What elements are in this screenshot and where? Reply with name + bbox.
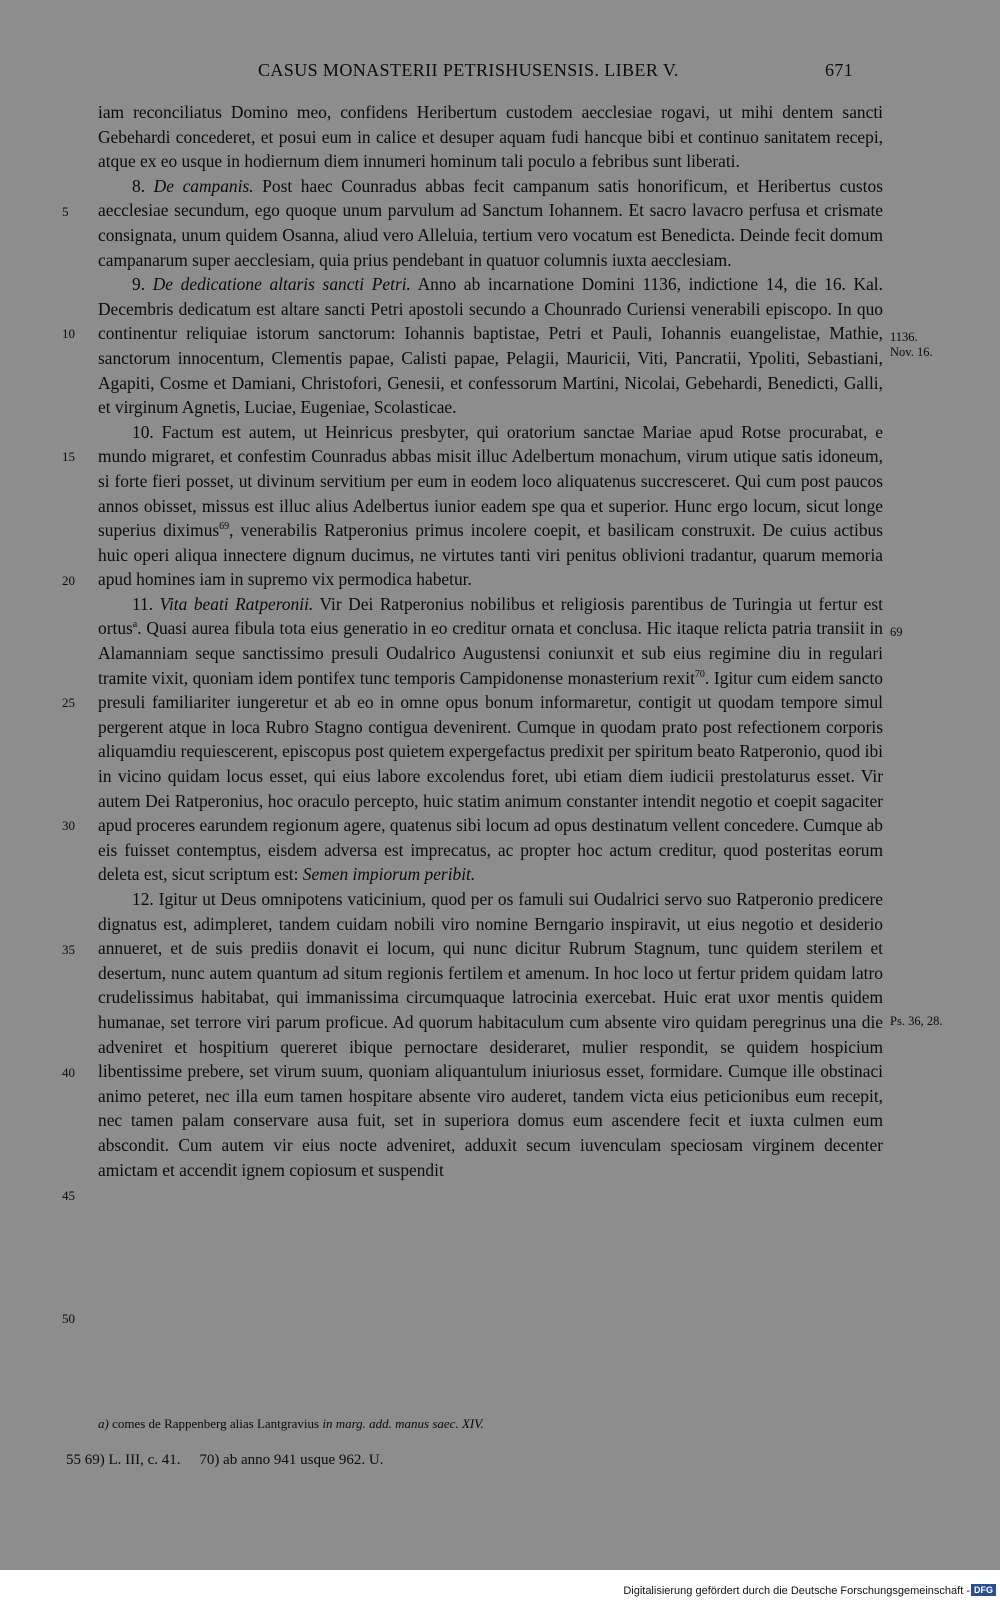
margin-note-ref: 69 xyxy=(890,625,903,639)
line-number: 15 xyxy=(62,449,75,464)
footnote-text: comes de Rappenberg alias Lantgravius xyxy=(112,1416,320,1431)
section-title: Vita beati Ratperonii. xyxy=(159,593,314,614)
page-number: 671 xyxy=(825,60,854,80)
footnote-ref: 69 xyxy=(219,521,230,533)
footnote-a xyxy=(98,1416,878,1432)
main-text xyxy=(98,100,883,1182)
section-number: 8. xyxy=(132,175,146,196)
paragraph xyxy=(98,420,883,592)
line-number: 20 xyxy=(62,573,75,588)
section-text: Vir Dei Ratperonius nobilibus et religiosis parentibus de Turingia ut fertur est ortus xyxy=(98,593,883,639)
section-text: Post haec Counradus abbas fecit campanum satis honorificum, et Heribertus custos aecclesiae secundum, ego quoque unum parvulum ad Sanctum Iohannem. Et sacro lavacro perfusa et crismate consignata, unum quidem Osanna, aliud vero Alleluia, tertium vero vocatum est Benedicta. Deinde fecit domum campanarum super aecclesiam, quia prius pendebant in quatuor columnis iuxta aecclesiam. xyxy=(98,175,883,270)
section-text: 10. Factum est autem, ut Heinricus presbyter, qui oratorium sanctae Mariae apud Rotse procurabat, e mundo migraret, et confestim Counradus abbas misit illuc Adelbertum monachum, virum utique satis idoneum, si forte fieri posset, ut divinum servitium per eum in eodem loco aliquatenus succresceret. Qui cum post paucos annos obisset, missus est illuc alius Adelbertus iunior eadem spe qua et superior. Hunc ergo locum, sicut longe superius diximus xyxy=(98,421,883,541)
section-text: , venerabilis Ratperonius primus incolere coepit, et basilicam construxit. De cuius actibus huic operi aliqua innectere dignum ducimus, ne virtutes tanti viri penitus oblivioni tradantur, quarum memoria apud homines iam in supremo vix permodica habetur. xyxy=(98,520,884,590)
margin-note-year: 1136. xyxy=(890,330,918,344)
section-text: . Quasi aurea fibula tota eius generatio in eo creditur ornata et conclusa. Hic itaque relicta patria transiit in Alamanniam seque sanctissimo presuli Oudalrico Augustensi coniunxit et sub eius regimine diu in regulari tramite vixit, quoniam idem pontifex tunc temporis Campidonense monasterium rexit xyxy=(98,618,883,688)
paragraph: iam reconciliatus Domino meo, confidens Heribertum custodem aecclesiae rogavi, ut mihi dentem sancti Gebehardi concederet, et posui eum in calice et desuper aquam fudi hancque bibi et continuo sanitatem recepi, atque ex eo usque in hodiernum diem innumeri hominum tali poculo a febribus sunt liberati. xyxy=(98,102,883,172)
footer-credit: Digitalisierung gefördert durch die Deutsche Forschungsgemeinschaft - xyxy=(623,1585,970,1597)
line-number: 25 xyxy=(62,695,75,710)
footnote-ref: a xyxy=(132,619,138,631)
footnote-italic: in marg. add. manus saec. XIV. xyxy=(322,1416,484,1431)
paragraph xyxy=(98,272,883,420)
paragraph xyxy=(98,592,883,887)
running-title: CASUS MONASTERII PETRISHUSENSIS. LIBER V. xyxy=(258,60,679,80)
footnote-ref: 70 xyxy=(694,668,705,680)
margin-note-date: Nov. 16. xyxy=(890,345,933,359)
footnote-label: a) xyxy=(98,1416,109,1431)
paragraph xyxy=(98,174,883,272)
line-number: 40 xyxy=(62,1065,75,1080)
scripture-quote: Semen impiorum peribit. xyxy=(302,864,476,885)
line-number: 45 xyxy=(62,1188,75,1203)
line-number: 50 xyxy=(62,1311,75,1326)
dfg-logo: DFG xyxy=(971,1584,996,1596)
line-number: 30 xyxy=(62,818,75,833)
footnote-70: 70) ab anno 941 usque 962. U. xyxy=(199,1452,384,1468)
section-title: De dedicatione altaris sancti Petri. xyxy=(152,274,411,295)
line-number: 5 xyxy=(62,204,69,219)
section-text: Anno ab incarnatione Domini 1136, indictione 14, die 16. Kal. Decembris dedicatum est altare sancti Petri apostoli secundo a Chounrado Curiensi venerabili episcopo. In quo continentur reliquiae istorum sanctorum: Iohannis baptistae, Petri et Pauli, Iohannis euangelistae, Mathie, sanctorum innocentum, Clementis papae, Calisti papae, Pelagii, Mauricii, Viti, Pancratii, Ypoliti, Sebastiani, Agapiti, Cosme et Damiani, Christofori, Genesii, et confessorum Martini, Nicolai, Gebehardi, Benedicti, Galli, et virginum Agnetis, Luciae, Eugeniae, Scolasticae. xyxy=(98,274,883,418)
footnote-69: 69) L. III, c. 41. xyxy=(84,1452,181,1468)
footnotes-numbered xyxy=(66,1452,866,1469)
section-title: De campanis. xyxy=(153,175,254,196)
line-number: 10 xyxy=(62,326,75,341)
line-number: 55 xyxy=(66,1452,81,1468)
margin-note-psalm: Ps. 36, 28. xyxy=(890,1014,943,1028)
paragraph: 12. Igitur ut Deus omnipotens vaticinium, quod per os famuli sui Oudalrici servo suo Ratperonio predicere dignatus est, adimpleret, tandem cuidam nobili viro nomine Berngario inspiravit, ut eius negotio et desiderio annueret, et de suis prediis donavit ei locum, qui nunc dicitur Rubrum Stagnum, tunc quidem sterilem et desertum, nunc autem quantum ad situm regionis fertilem et amenum. In hoc loco ut fertur pridem quidam latro crudelissimus habitabat, qui immanissima circumquaque latrocinia exercebat. Huic erat uxor mentis quidem humanae, set terrore viri parum proficue. Ad quorum habitaculum cum absente viro quidam peregrinus una die adveniret et hospitium quereret ibique pernoctare desideraret, mulier respondit, se quidem hospicium libentissime prebere, set virum suum, quoniam aliquantulum iniuriosus esset, formidare. Cumque ille obstinaci animo peteret, nec illa eum tamen hospitare absente viro auderet, tandem victa eius peticionibus eum recepit, nec tamen palam conservare ausa fuit, set in superiora domus eum ascendere fecit et iuxta culmen eum abscondit. Cum autem vir eius nocte adveniret, adduxit secum iuvenculam speciosam virginem decenter amictam et accendit ignem copiosum et suspendit xyxy=(98,889,883,1180)
line-number: 35 xyxy=(62,942,75,957)
section-number: 9. xyxy=(132,274,146,295)
section-number: 11. xyxy=(132,593,154,614)
section-text: . Igitur cum eidem sancto presuli familiariter iungeretur et ab eo in omne opus bonum informaretur, contigit ut quodam tempore simul pergerent atque in loca Rubro Stagno contigua devenirent. Cumque in quodam prato post refectionem corporis aliquamdiu requiescerent, episcopus post quietem expergefactus predixit per spiritum beato Ratperonio, quod ibi in vicino quidam locus esset, qui eius labore excolendus foret, ubi etiam diem iudicii prestolaturus esset. Vir autem Dei Ratperonius, hoc oraculo percepto, huic statim animum constanter intendit negotio et coepit sagaciter apud proceres earundem regionum agere, quatenus sibi locum ad opus destinatum vellent concedere. Cumque ab eis fuisset contemptus, eisdem adversa est imprecatus, ac propter hoc actum creditur, quod posteritas eorum deleta est, sicut scriptum est: xyxy=(98,667,883,885)
